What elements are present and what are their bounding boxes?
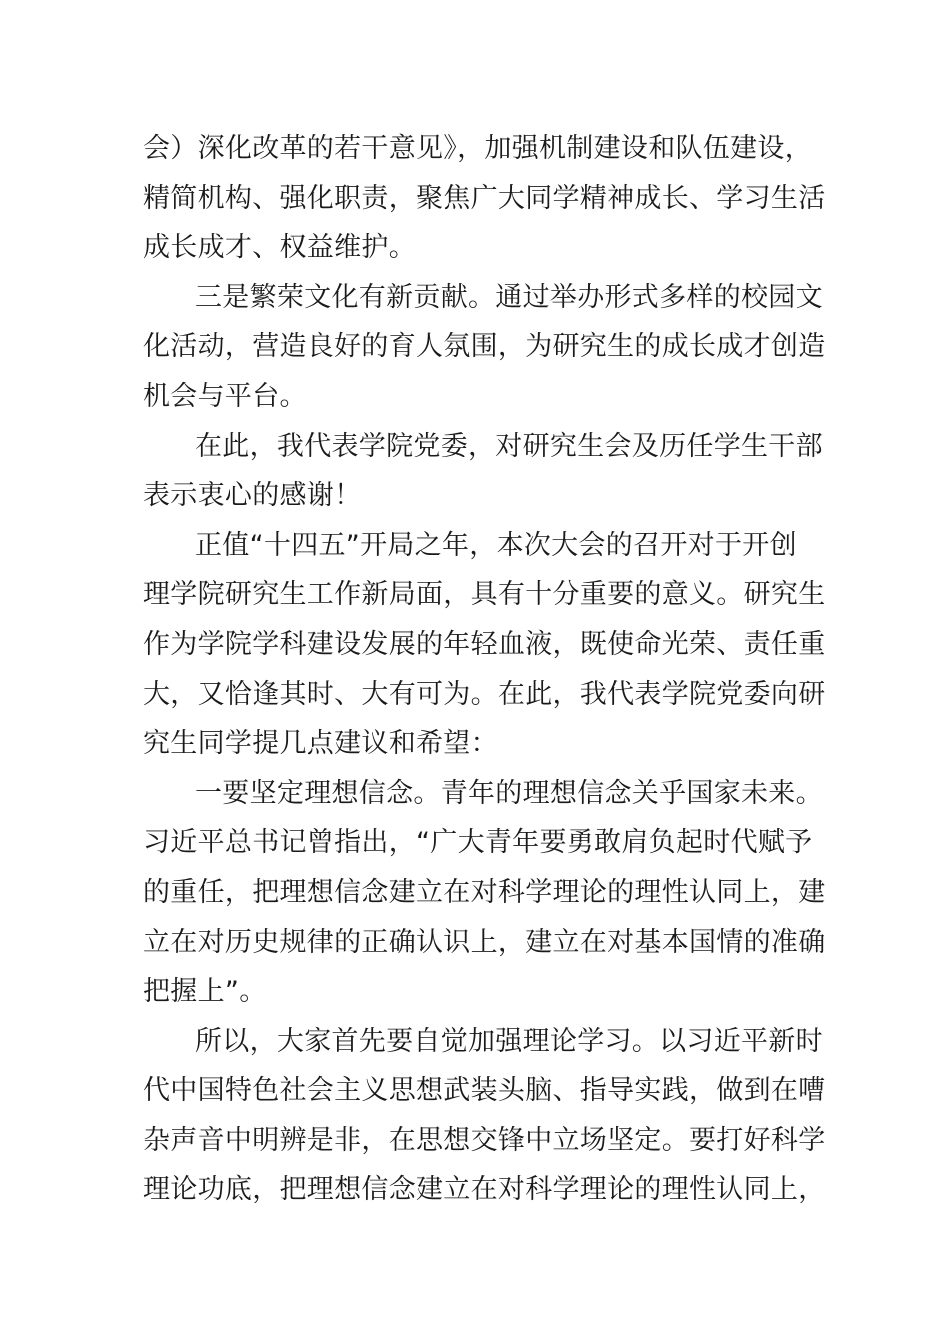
- text-line: 习近平总书记曾指出，“广大青年要勇敢肩负起时代赋予: [143, 827, 813, 859]
- text-line: 究生同学提几点建议和希望：: [143, 728, 498, 760]
- text-line: 一要坚定理想信念。青年的理想信念关乎国家未来。: [195, 777, 823, 809]
- text-line: 在此，我代表学院党委，对研究生会及历任学生干部: [195, 430, 823, 462]
- text-line: 代中国特色社会主义思想武装头脑、指导实践，做到在嘈: [143, 1075, 826, 1107]
- text-line: 精简机构、强化职责，聚焦广大同学精神成长、学习生活: [143, 182, 826, 214]
- text-line: 三是繁荣文化有新贡献。通过举办形式多样的校园文: [195, 281, 823, 313]
- text-line: 立在对历史规律的正确认识上，建立在对基本国情的准确: [143, 926, 826, 958]
- text-line: 杂声音中明辨是非，在思想交锋中立场坚定。要打好科学: [143, 1124, 826, 1156]
- text-line: 机会与平台。: [143, 380, 307, 412]
- text-line: 的重任，把理想信念建立在对科学理论的理性认同上，建: [143, 876, 826, 908]
- text-line: 理学院研究生工作新局面，具有十分重要的意义。研究生: [143, 579, 826, 611]
- text-line: 化活动，营造良好的育人氛围，为研究生的成长成才创造: [143, 331, 826, 363]
- text-line: 大，又恰逢其时、大有可为。在此，我代表学院党委向研: [143, 678, 826, 710]
- text-line: 作为学院学科建设发展的年轻血液，既使命光荣、责任重: [143, 628, 826, 660]
- text-line: 所以，大家首先要自觉加强理论学习。以习近平新时: [195, 1025, 823, 1057]
- text-line: 把握上”。: [143, 976, 267, 1008]
- text-line: 表示衷心的感谢！: [143, 480, 362, 512]
- text-line: 理论功底，把理想信念建立在对科学理论的理性认同上，: [143, 1174, 826, 1206]
- text-line: 会）深化改革的若干意见》，加强机制建设和队伍建设，: [143, 133, 812, 164]
- text-line: 成长成才、权益维护。: [143, 232, 416, 264]
- body-text: [143, 124, 826, 1215]
- text-line: 正值“十四五”开局之年，本次大会的召开对于开创: [195, 529, 797, 561]
